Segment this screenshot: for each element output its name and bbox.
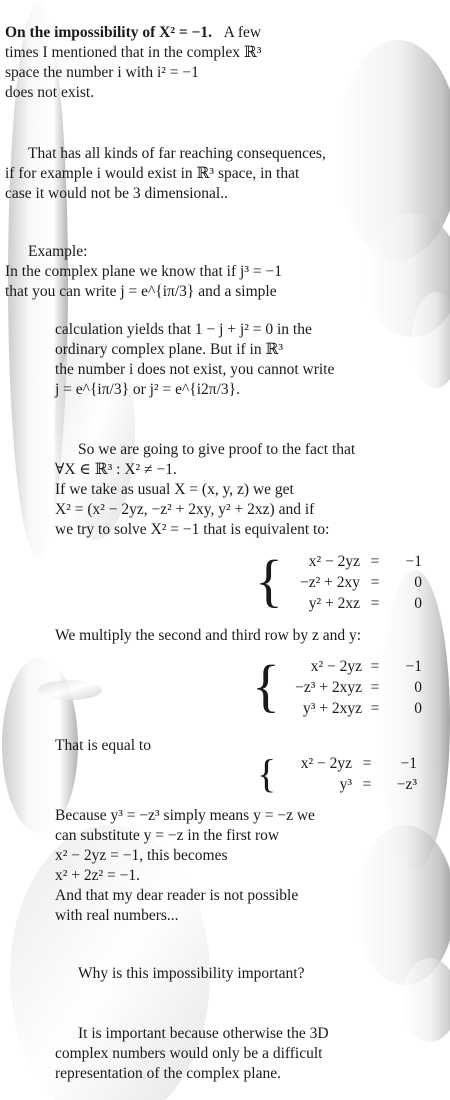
system1-rel: = — [370, 574, 380, 591]
left-brace: { — [252, 653, 280, 718]
consequences-line: That has all kinds of far reaching consequences, — [28, 145, 326, 162]
proof-line: If we take as usual X = (x, y, z) we get — [55, 481, 294, 498]
system1-rel: = — [370, 595, 380, 612]
equation-system-3 — [257, 751, 427, 797]
system2-rhs: −1 — [405, 658, 422, 675]
system1-rhs: 0 — [414, 574, 422, 591]
equal-line: That is equal to — [55, 737, 151, 754]
proof-line: X² = (x² − 2yz, −z² + 2xy, y² + 2xz) and if — [55, 501, 315, 518]
system3-lhs: y³ — [339, 776, 352, 793]
intro-line: space the number i with i² = −1 — [5, 64, 199, 81]
system1-lhs: y² + 2xz — [308, 595, 360, 612]
system2-rhs: 0 — [414, 679, 422, 696]
because-line: Because y³ = −z³ simply means y = −z we — [55, 807, 315, 824]
example-heading: Example: — [28, 243, 88, 260]
important-line: representation of the complex plane. — [55, 1065, 281, 1082]
calc-line: the number i does not exist, you cannot write — [55, 361, 335, 378]
ellipse-small-lens — [38, 680, 102, 700]
multiply-line: We multiply the second and third row by z and y: — [55, 627, 362, 644]
system1-rel: = — [370, 553, 380, 570]
because-line: And that my dear reader is not possible — [55, 887, 299, 904]
consequences-line: case it would not be 3 dimensional.. — [5, 185, 228, 202]
example-line: that you can write j = e^{iπ/3} and a simple — [5, 283, 277, 300]
system2-rhs: 0 — [414, 700, 422, 717]
calc-line: calculation yields that 1 − j + j² = 0 in the — [55, 321, 312, 338]
proof-line: ∀X ∈ ℝ³ : X² ≠ −1. — [55, 461, 177, 478]
system2-lhs: y³ + 2xyz — [302, 700, 362, 717]
important-line: complex numbers would only be a difficult — [55, 1045, 323, 1062]
intro-line: does not exist. — [5, 84, 95, 101]
question-line: Why is this impossibility important? — [78, 965, 305, 982]
system2-rel: = — [370, 679, 380, 696]
system1-lhs: x² − 2yz — [308, 553, 360, 570]
system1-lhs: −z² + 2xy — [299, 574, 360, 591]
example-line: In the complex plane we know that if j³ = −1 — [5, 263, 282, 280]
system2-lhs: x² − 2yz — [310, 658, 362, 675]
system3-rel: = — [362, 755, 372, 772]
because-line: with real numbers... — [55, 907, 179, 924]
system2-lhs: −z³ + 2xyz — [295, 679, 362, 696]
left-brace: { — [255, 548, 283, 613]
calc-line: j = e^{iπ/3} or j² = e^{i2π/3}. — [55, 381, 240, 398]
intro-line: times I mentioned that in the complex ℝ³ — [5, 44, 262, 61]
heading-line — [5, 23, 261, 43]
equation-system-2 — [252, 653, 427, 720]
system2-rel: = — [370, 658, 380, 675]
proof-line: So we are going to give proof to the fact that — [78, 441, 356, 458]
system3-rhs: −z³ — [396, 776, 417, 793]
because-line: can substitute y = −z in the first row — [55, 827, 280, 844]
system3-lhs: x² − 2yz — [300, 755, 352, 772]
ellipse-right-column — [380, 570, 450, 870]
important-line: It is important because otherwise the 3D — [78, 1025, 329, 1042]
left-brace: { — [257, 751, 277, 796]
system3-rel: = — [362, 776, 372, 793]
system2-rel: = — [370, 700, 380, 717]
consequences-line: if for example i would exist in ℝ³ space, in that — [5, 165, 300, 182]
page-title: On the impossibility of X² = −1. — [5, 24, 213, 41]
because-line: x² − 2yz = −1, this becomes — [55, 847, 228, 864]
system1-rhs: −1 — [405, 553, 422, 570]
system3-rhs: −1 — [400, 755, 417, 772]
system1-rhs: 0 — [414, 595, 422, 612]
intro-line: A few — [223, 24, 262, 41]
because-line: x² + 2z² = −1. — [55, 867, 141, 884]
calc-line: ordinary complex plane. But if in ℝ³ — [55, 341, 284, 358]
equation-system-1 — [255, 548, 425, 615]
proof-line: we try to solve X² = −1 that is equivalent to: — [55, 521, 330, 538]
